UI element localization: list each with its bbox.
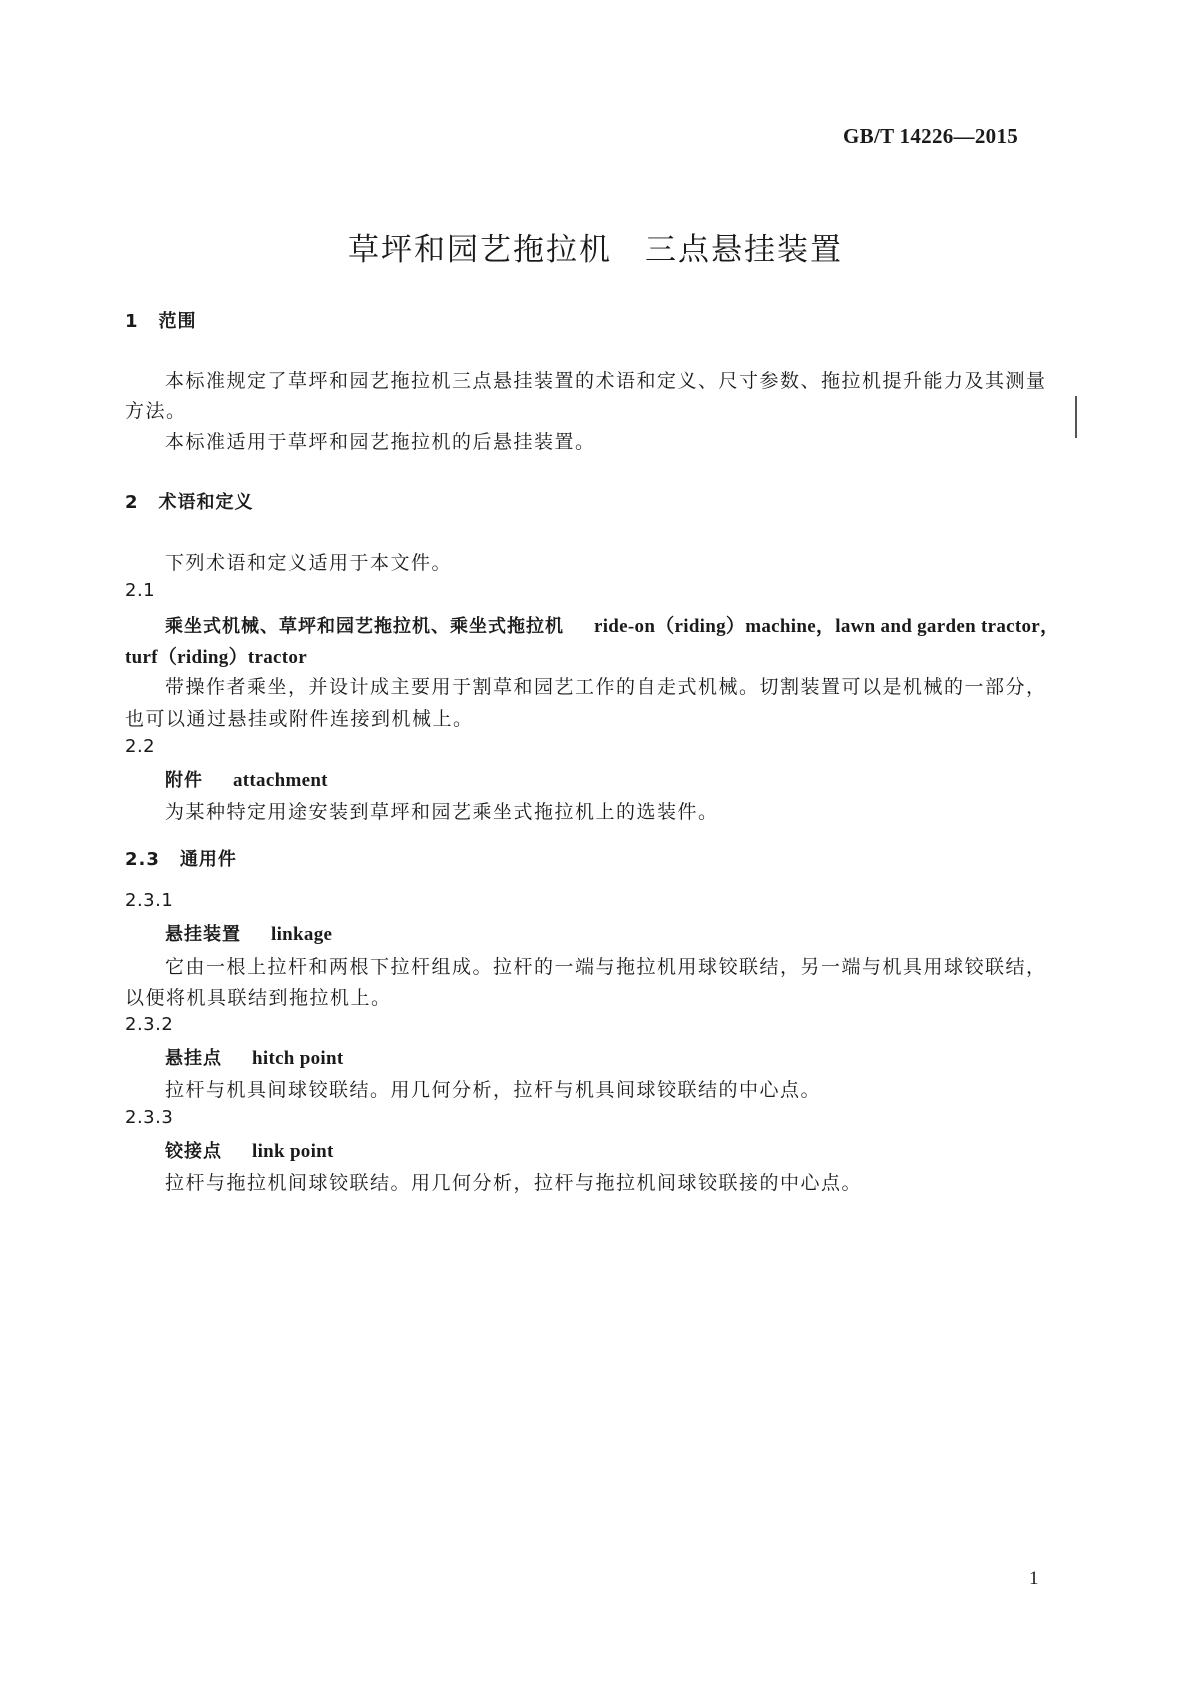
term-english: link point xyxy=(252,1141,334,1162)
term-2-2 xyxy=(165,766,328,792)
clause-2-3-heading xyxy=(125,845,237,871)
term-2-3-2 xyxy=(165,1044,343,1070)
page-number: 1 xyxy=(1029,1568,1039,1589)
definition-2-3-3: 拉杆与拖拉机间球铰联结。用几何分析，拉杆与拖拉机间球铰联接的中心点。 xyxy=(165,1172,863,1194)
section-1-heading xyxy=(125,307,197,333)
clause-number: 2.3.2 xyxy=(125,1014,174,1035)
standard-number: GB/T 14226—2015 xyxy=(843,124,1019,148)
term-english: ride-on（riding）machine，lawn and garden tractor， xyxy=(594,616,1060,637)
margin-change-bar xyxy=(1075,396,1077,438)
definition-2-2: 为某种特定用途安装到草坪和园艺乘坐式拖拉机上的选装件。 xyxy=(165,801,719,823)
section-2-heading xyxy=(125,488,254,514)
term-english: hitch point xyxy=(252,1048,344,1069)
term-chinese: 附件 xyxy=(165,770,203,791)
term-chinese: 乘坐式机械、草坪和园艺拖拉机、乘坐式拖拉机 xyxy=(165,616,564,637)
term-chinese: 铰接点 xyxy=(165,1141,222,1162)
terms-intro: 下列术语和定义适用于本文件。 xyxy=(165,552,453,574)
definition-2-3-1-line-2: 以便将机具联结到拖拉机上。 xyxy=(125,987,392,1009)
section-title: 术语和定义 xyxy=(158,492,254,513)
term-chinese: 悬挂装置 xyxy=(165,924,241,945)
term-english: linkage xyxy=(271,924,333,945)
definition-2-3-1-line-1: 它由一根上拉杆和两根下拉杆组成。拉杆的一端与拖拉机用球铰联结，另一端与机具用球铰联结， xyxy=(165,956,1047,978)
clause-number: 2.3 xyxy=(125,849,160,870)
clause-title: 通用件 xyxy=(179,849,237,870)
definition-2-1-line-1: 带操作者乘坐，并设计成主要用于割草和园艺工作的自走式机械。切割装置可以是机械的一部分， xyxy=(165,676,1047,698)
definition-2-1-line-2: 也可以通过悬挂或附件连接到机械上。 xyxy=(125,708,474,730)
clause-number: 2.2 xyxy=(125,736,156,757)
section-number: 2 xyxy=(125,492,139,513)
definition-2-3-2: 拉杆与机具间球铰联结。用几何分析，拉杆与机具间球铰联结的中心点。 xyxy=(165,1079,822,1101)
scope-paragraph-1-line-2: 方法。 xyxy=(125,400,187,422)
scope-paragraph-2: 本标准适用于草坪和园艺拖拉机的后悬挂装置。 xyxy=(165,431,596,453)
term-2-1-line-1 xyxy=(165,611,1059,638)
clause-number: 2.1 xyxy=(125,580,156,601)
term-2-3-3 xyxy=(165,1137,334,1163)
term-2-3-1 xyxy=(165,920,332,946)
clause-number: 2.3.1 xyxy=(125,890,174,911)
clause-number: 2.3.3 xyxy=(125,1107,174,1128)
term-english: attachment xyxy=(233,770,328,791)
scope-paragraph-1-line-1: 本标准规定了草坪和园艺拖拉机三点悬挂装置的术语和定义、尺寸参数、拖拉机提升能力及其测量 xyxy=(165,370,1047,392)
section-number: 1 xyxy=(125,311,139,332)
term-chinese: 悬挂点 xyxy=(165,1048,222,1069)
term-2-1-line-2: turf（riding）tractor xyxy=(125,647,307,668)
section-title: 范围 xyxy=(158,311,197,332)
page-title: 草坪和园艺拖拉机 三点悬挂装置 xyxy=(348,232,843,268)
